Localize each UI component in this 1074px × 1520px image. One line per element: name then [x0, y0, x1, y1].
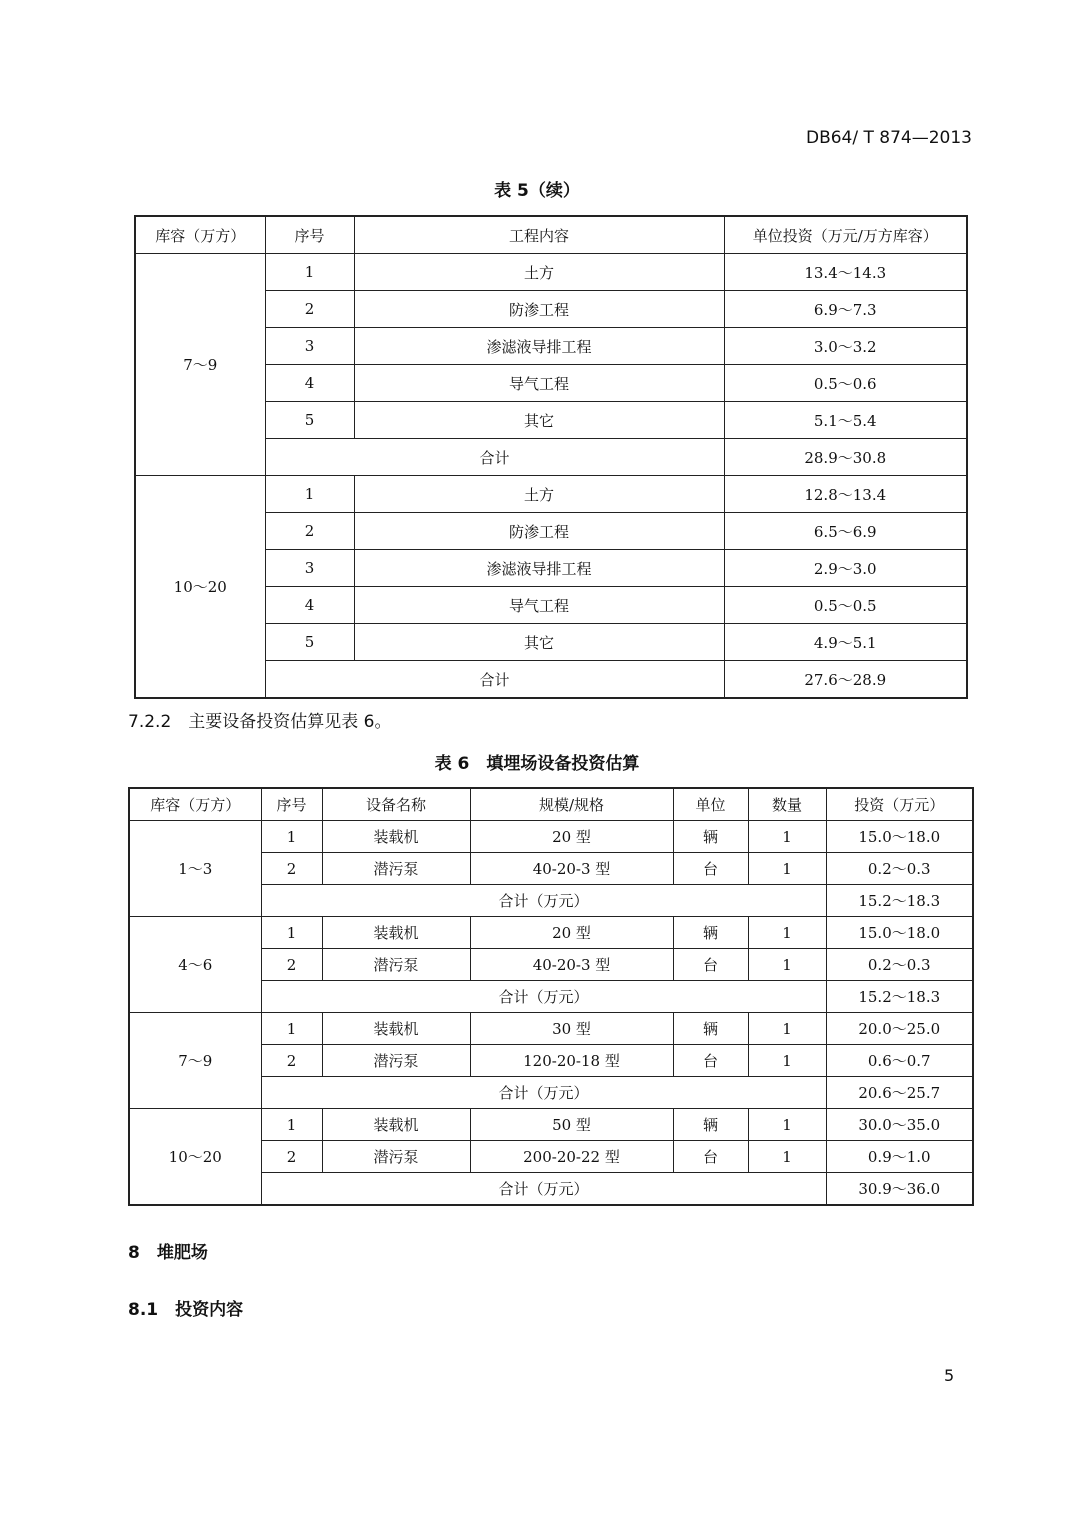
table-row — [129, 917, 973, 949]
table6-header-cell: 库容（万方） — [129, 788, 261, 821]
item-cell: 导气工程 — [354, 365, 724, 402]
value-cell: 6.9～7.3 — [724, 291, 967, 328]
invest-cell: 30.0～35.0 — [826, 1109, 973, 1141]
value-cell: 0.5～0.5 — [724, 587, 967, 624]
value-cell: 6.5～6.9 — [724, 513, 967, 550]
invest-cell: 0.2～0.3 — [826, 949, 973, 981]
unit-cell: 台 — [673, 949, 748, 981]
value-cell: 13.4～14.3 — [724, 254, 967, 291]
invest-cell: 0.2～0.3 — [826, 853, 973, 885]
total-value-cell: 30.9～36.0 — [826, 1173, 973, 1206]
seq-cell: 1 — [261, 821, 322, 853]
table6-header-cell: 数量 — [748, 788, 826, 821]
table5-header-cell: 序号 — [265, 216, 354, 254]
qty-cell: 1 — [748, 821, 826, 853]
seq-cell: 1 — [265, 476, 354, 513]
value-cell: 5.1～5.4 — [724, 402, 967, 439]
table-row — [135, 476, 967, 513]
paragraph-7-2-2: 7.2.2 主要设备投资估算见表 6。 — [128, 712, 392, 732]
seq-cell: 2 — [261, 1045, 322, 1077]
item-cell: 渗滤液导排工程 — [354, 328, 724, 365]
unit-cell: 台 — [673, 1045, 748, 1077]
spec-cell: 30 型 — [470, 1013, 673, 1045]
total-value-cell: 15.2～18.3 — [826, 885, 973, 917]
seq-cell: 2 — [265, 291, 354, 328]
qty-cell: 1 — [748, 853, 826, 885]
table6 — [128, 787, 974, 1206]
table-row — [129, 821, 973, 853]
spec-cell: 200-20-22 型 — [470, 1141, 673, 1173]
seq-cell: 4 — [265, 587, 354, 624]
table5-header-cell: 工程内容 — [354, 216, 724, 254]
spec-cell: 40-20-3 型 — [470, 853, 673, 885]
spec-cell: 40-20-3 型 — [470, 949, 673, 981]
table-row — [135, 254, 967, 291]
seq-cell: 1 — [265, 254, 354, 291]
equipment-name-cell: 装载机 — [322, 917, 470, 949]
equipment-name-cell: 装载机 — [322, 1013, 470, 1045]
spec-cell: 50 型 — [470, 1109, 673, 1141]
section-heading-8-1: 8.1 投资内容 — [128, 1300, 244, 1320]
item-cell: 防渗工程 — [354, 291, 724, 328]
table5-header-cell: 单位投资（万元/万方库容） — [724, 216, 967, 254]
seq-cell: 2 — [261, 949, 322, 981]
table5-caption: 表 5（续） — [494, 181, 580, 201]
seq-cell: 2 — [265, 513, 354, 550]
capacity-cell: 7～9 — [135, 254, 265, 476]
total-value-cell: 15.2～18.3 — [826, 981, 973, 1013]
table6-header-cell: 投资（万元） — [826, 788, 973, 821]
equipment-name-cell: 潜污泵 — [322, 1045, 470, 1077]
seq-cell: 3 — [265, 550, 354, 587]
table5-header-cell: 库容（万方） — [135, 216, 265, 254]
seq-cell: 2 — [261, 853, 322, 885]
qty-cell: 1 — [748, 949, 826, 981]
qty-cell: 1 — [748, 1109, 826, 1141]
spec-cell: 20 型 — [470, 917, 673, 949]
table5-header-row — [135, 216, 967, 254]
item-cell: 导气工程 — [354, 587, 724, 624]
equipment-name-cell: 潜污泵 — [322, 1141, 470, 1173]
item-cell: 土方 — [354, 254, 724, 291]
seq-cell: 1 — [261, 917, 322, 949]
qty-cell: 1 — [748, 917, 826, 949]
page-number: 5 — [944, 1366, 955, 1385]
item-cell: 其它 — [354, 624, 724, 661]
seq-cell: 4 — [265, 365, 354, 402]
total-label-cell: 合计（万元） — [261, 1173, 826, 1206]
value-cell: 2.9～3.0 — [724, 550, 967, 587]
total-value-cell: 28.9～30.8 — [724, 439, 967, 476]
document-code: DB64/ T 874—2013 — [805, 128, 972, 148]
value-cell: 12.8～13.4 — [724, 476, 967, 513]
unit-cell: 辆 — [673, 917, 748, 949]
value-cell: 3.0～3.2 — [724, 328, 967, 365]
item-cell: 防渗工程 — [354, 513, 724, 550]
equipment-name-cell: 潜污泵 — [322, 949, 470, 981]
table6-header-row — [129, 788, 973, 821]
qty-cell: 1 — [748, 1045, 826, 1077]
table-row — [129, 1109, 973, 1141]
table6-caption: 表 6 填埋场设备投资估算 — [434, 754, 640, 774]
seq-cell: 1 — [261, 1109, 322, 1141]
table6-header-cell: 单位 — [673, 788, 748, 821]
qty-cell: 1 — [748, 1013, 826, 1045]
invest-cell: 20.0～25.0 — [826, 1013, 973, 1045]
seq-cell: 3 — [265, 328, 354, 365]
value-cell: 4.9～5.1 — [724, 624, 967, 661]
spec-cell: 120-20-18 型 — [470, 1045, 673, 1077]
section-heading-8: 8 堆肥场 — [128, 1243, 208, 1263]
value-cell: 0.5～0.6 — [724, 365, 967, 402]
table6-header-cell: 设备名称 — [322, 788, 470, 821]
capacity-cell: 10～20 — [129, 1109, 261, 1206]
total-value-cell: 27.6～28.9 — [724, 661, 967, 699]
qty-cell: 1 — [748, 1141, 826, 1173]
table5 — [134, 215, 968, 699]
invest-cell: 0.9～1.0 — [826, 1141, 973, 1173]
item-cell: 土方 — [354, 476, 724, 513]
capacity-cell: 10～20 — [135, 476, 265, 699]
capacity-cell: 4～6 — [129, 917, 261, 1013]
total-label-cell: 合计 — [265, 661, 724, 699]
seq-cell: 1 — [261, 1013, 322, 1045]
table6-header-cell: 序号 — [261, 788, 322, 821]
unit-cell: 台 — [673, 853, 748, 885]
equipment-name-cell: 装载机 — [322, 821, 470, 853]
seq-cell: 5 — [265, 402, 354, 439]
total-value-cell: 20.6～25.7 — [826, 1077, 973, 1109]
table6-header-cell: 规模/规格 — [470, 788, 673, 821]
table-row — [129, 1013, 973, 1045]
total-label-cell: 合计（万元） — [261, 1077, 826, 1109]
unit-cell: 辆 — [673, 1013, 748, 1045]
item-cell: 其它 — [354, 402, 724, 439]
total-label-cell: 合计 — [265, 439, 724, 476]
item-cell: 渗滤液导排工程 — [354, 550, 724, 587]
seq-cell: 2 — [261, 1141, 322, 1173]
total-label-cell: 合计（万元） — [261, 981, 826, 1013]
spec-cell: 20 型 — [470, 821, 673, 853]
unit-cell: 台 — [673, 1141, 748, 1173]
equipment-name-cell: 装载机 — [322, 1109, 470, 1141]
invest-cell: 15.0～18.0 — [826, 821, 973, 853]
capacity-cell: 1～3 — [129, 821, 261, 917]
equipment-name-cell: 潜污泵 — [322, 853, 470, 885]
unit-cell: 辆 — [673, 821, 748, 853]
capacity-cell: 7～9 — [129, 1013, 261, 1109]
unit-cell: 辆 — [673, 1109, 748, 1141]
invest-cell: 15.0～18.0 — [826, 917, 973, 949]
seq-cell: 5 — [265, 624, 354, 661]
total-label-cell: 合计（万元） — [261, 885, 826, 917]
invest-cell: 0.6～0.7 — [826, 1045, 973, 1077]
